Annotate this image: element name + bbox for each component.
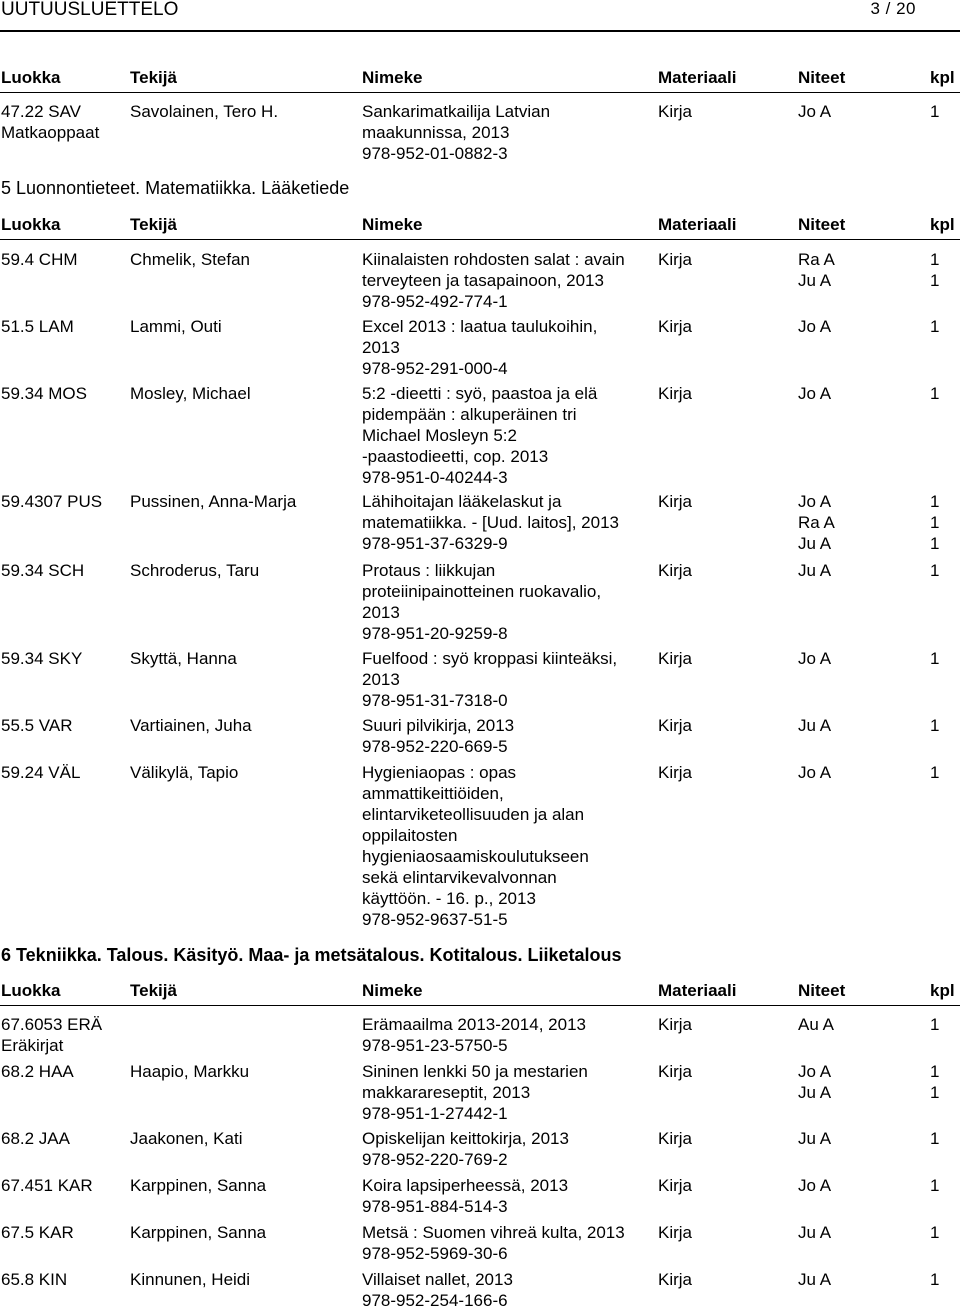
cell-nimeke-line: makkarareseptit, 2013 xyxy=(362,1083,531,1102)
cell-niteet-line: Jo A xyxy=(798,1062,832,1081)
cell-kpl-line: 1 xyxy=(930,384,940,403)
cell-kpl xyxy=(930,1128,960,1149)
catalog-title: UUTUUSLUETTELO xyxy=(1,0,179,20)
cell-kpl xyxy=(930,1014,960,1035)
cell-nimeke-line: 978-951-20-9259-8 xyxy=(362,624,508,643)
cell-luokka-line: 51.5 LAM xyxy=(1,317,74,336)
cell-niteet xyxy=(798,1222,918,1243)
cell-nimeke-line: Suuri pilvikirja, 2013 xyxy=(362,716,515,735)
cell-luokka-line: 59.4 CHM xyxy=(1,250,78,269)
cell-nimeke-line: 978-951-1-27442-1 xyxy=(362,1104,508,1123)
cell-tekija: Karppinen, Sanna xyxy=(130,1223,267,1242)
cell-niteet-line: Ju A xyxy=(798,716,832,735)
cell-nimeke-line: hygieniaosaamiskoulutukseen xyxy=(362,847,589,866)
cell-luokka-line: 59.4307 PUS xyxy=(1,492,103,511)
cell-materiaali: Kirja xyxy=(658,317,693,336)
cell-luokka-line: 59.24 VÄL xyxy=(1,763,81,782)
cell-tekija: Skyttä, Hanna xyxy=(130,649,237,668)
cell-nimeke-line: 978-952-254-166-6 xyxy=(362,1291,508,1310)
cell-nimeke-line: Metsä : Suomen vihreä kulta, 2013 xyxy=(362,1223,625,1242)
col-kpl: kpl xyxy=(930,215,955,234)
cell-tekija: Pussinen, Anna-Marja xyxy=(130,492,297,511)
cell-niteet-line: Ra A xyxy=(798,250,835,269)
cell-luokka-line: 59.34 MOS xyxy=(1,384,87,403)
cell-luokka xyxy=(1,1014,129,1056)
cell-kpl-line: 1 xyxy=(930,102,940,121)
cell-luokka xyxy=(1,1269,129,1290)
cell-niteet-line: Jo A xyxy=(798,649,832,668)
cell-niteet-line: Ju A xyxy=(798,271,832,290)
cell-luokka-line: 59.34 SCH xyxy=(1,561,85,580)
cell-nimeke-line: 978-951-37-6329-9 xyxy=(362,534,508,553)
cell-niteet xyxy=(798,1061,918,1103)
cell-luokka-line: 68.2 HAA xyxy=(1,1062,74,1081)
cell-nimeke-line: Kiinalaisten rohdosten salat : avain xyxy=(362,250,625,269)
cell-nimeke-line: oppilaitosten xyxy=(362,826,458,845)
cell-materiaali: Kirja xyxy=(658,1129,693,1148)
cell-nimeke xyxy=(362,648,650,711)
cell-niteet xyxy=(798,316,918,337)
col-niteet: Niteet xyxy=(798,215,846,234)
col-kpl: kpl xyxy=(930,68,955,87)
cell-kpl xyxy=(930,762,960,783)
cell-kpl-line: 1 xyxy=(930,1270,940,1289)
column-header-row xyxy=(0,981,960,1003)
cell-nimeke-line: Protaus : liikkujan xyxy=(362,561,496,580)
col-materiaali: Materiaali xyxy=(658,981,737,1000)
column-header-row xyxy=(0,68,960,90)
cell-nimeke xyxy=(362,1269,650,1311)
cell-kpl-line: 1 xyxy=(930,649,940,668)
header-divider xyxy=(0,30,960,32)
cell-kpl-line: 1 xyxy=(930,1129,940,1148)
cell-nimeke-line: 978-951-884-514-3 xyxy=(362,1197,508,1216)
cell-tekija: Vartiainen, Juha xyxy=(130,716,252,735)
cell-luokka xyxy=(1,560,129,581)
cell-tekija: Karppinen, Sanna xyxy=(130,1176,267,1195)
cell-luokka xyxy=(1,762,129,783)
cell-nimeke xyxy=(362,1128,650,1170)
cell-kpl-line: 1 xyxy=(930,1176,940,1195)
cell-nimeke-line: 978-952-492-774-1 xyxy=(362,292,508,311)
cell-luokka-line: 67.451 KAR xyxy=(1,1176,93,1195)
cell-kpl-line: 1 xyxy=(930,271,940,290)
cell-nimeke xyxy=(362,491,650,554)
cell-nimeke-line: Villaiset nallet, 2013 xyxy=(362,1270,513,1289)
column-header-divider xyxy=(0,1005,960,1006)
cell-tekija: Savolainen, Tero H. xyxy=(130,102,279,121)
cell-nimeke xyxy=(362,101,650,164)
cell-nimeke xyxy=(362,1175,650,1217)
cell-nimeke-line: 978-952-5969-30-6 xyxy=(362,1244,508,1263)
cell-materiaali: Kirja xyxy=(658,1270,693,1289)
cell-nimeke-line: 2013 xyxy=(362,338,400,357)
cell-kpl-line: 1 xyxy=(930,1083,940,1102)
cell-nimeke-line: proteiinipainotteinen ruokavalio, xyxy=(362,582,602,601)
cell-nimeke-line: käyttöön. - 16. p., 2013 xyxy=(362,889,536,908)
cell-nimeke-line: terveyteen ja tasapainoon, 2013 xyxy=(362,271,604,290)
cell-kpl-line: 1 xyxy=(930,1223,940,1242)
cell-nimeke-line: 978-952-9637-51-5 xyxy=(362,910,508,929)
cell-tekija: Jaakonen, Kati xyxy=(130,1129,243,1148)
cell-kpl-line: 1 xyxy=(930,1015,940,1034)
cell-kpl xyxy=(930,383,960,404)
cell-niteet xyxy=(798,1269,918,1290)
page-header xyxy=(0,0,960,22)
cell-nimeke-line: sekä elintarvikevalvonnan xyxy=(362,868,557,887)
cell-kpl xyxy=(930,101,960,122)
cell-niteet xyxy=(798,101,918,122)
cell-niteet xyxy=(798,648,918,669)
cell-luokka-line: 47.22 SAV xyxy=(1,102,82,121)
cell-nimeke-line: 978-951-23-5750-5 xyxy=(362,1036,508,1055)
column-header-row xyxy=(0,215,960,237)
cell-kpl-line: 1 xyxy=(930,561,940,580)
cell-kpl xyxy=(930,560,960,581)
cell-nimeke xyxy=(362,1061,650,1124)
cell-kpl xyxy=(930,491,960,554)
cell-niteet xyxy=(798,560,918,581)
cell-niteet-line: Ju A xyxy=(798,1223,832,1242)
cell-nimeke-line: maakunnissa, 2013 xyxy=(362,123,510,142)
cell-luokka-line: Eräkirjat xyxy=(1,1036,64,1055)
cell-materiaali: Kirja xyxy=(658,1176,693,1195)
cell-nimeke-line: Sininen lenkki 50 ja mestarien xyxy=(362,1062,588,1081)
cell-nimeke xyxy=(362,762,650,930)
cell-kpl-line: 1 xyxy=(930,317,940,336)
col-tekija: Tekijä xyxy=(130,215,177,234)
cell-niteet xyxy=(798,491,918,554)
cell-nimeke-line: 978-952-220-769-2 xyxy=(362,1150,508,1169)
col-luokka: Luokka xyxy=(1,215,61,234)
cell-nimeke-line: 2013 xyxy=(362,603,400,622)
cell-niteet-line: Au A xyxy=(798,1015,834,1034)
cell-nimeke-line: matematiikka. - [Uud. laitos], 2013 xyxy=(362,513,620,532)
cell-niteet xyxy=(798,762,918,783)
cell-luokka xyxy=(1,1175,129,1196)
cell-tekija: Schroderus, Taru xyxy=(130,561,260,580)
cell-niteet xyxy=(798,1128,918,1149)
section-title: 6 Tekniikka. Talous. Käsityö. Maa- ja metsätalous. Kotitalous. Liiketalous xyxy=(1,945,622,965)
cell-kpl xyxy=(930,715,960,736)
cell-kpl-line: 1 xyxy=(930,763,940,782)
cell-materiaali: Kirja xyxy=(658,716,693,735)
cell-nimeke xyxy=(362,383,650,488)
cell-niteet-line: Jo A xyxy=(798,1176,832,1195)
cell-nimeke-line: -paastodieetti, cop. 2013 xyxy=(362,447,549,466)
cell-nimeke xyxy=(362,316,650,379)
cell-nimeke-line: ammattikeittiöiden, xyxy=(362,784,504,803)
cell-nimeke-line: Koira lapsiperheessä, 2013 xyxy=(362,1176,569,1195)
cell-luokka xyxy=(1,1061,129,1082)
cell-materiaali: Kirja xyxy=(658,763,693,782)
col-kpl: kpl xyxy=(930,981,955,1000)
cell-tekija: Välikylä, Tapio xyxy=(130,763,239,782)
cell-materiaali: Kirja xyxy=(658,102,693,121)
col-luokka: Luokka xyxy=(1,981,61,1000)
cell-kpl xyxy=(930,1061,960,1103)
cell-nimeke-line: Michael Mosleyn 5:2 xyxy=(362,426,517,445)
cell-nimeke-line: 2013 xyxy=(362,670,400,689)
cell-nimeke-line: Hygieniaopas : opas xyxy=(362,763,517,782)
cell-niteet-line: Jo A xyxy=(798,317,832,336)
cell-tekija: Chmelik, Stefan xyxy=(130,250,250,269)
cell-kpl-line: 1 xyxy=(930,534,940,553)
cell-nimeke-line: Excel 2013 : laatua taulukoihin, xyxy=(362,317,598,336)
cell-luokka xyxy=(1,715,129,736)
cell-materiaali: Kirja xyxy=(658,1223,693,1242)
cell-tekija: Lammi, Outi xyxy=(130,317,222,336)
col-materiaali: Materiaali xyxy=(658,215,737,234)
col-tekija: Tekijä xyxy=(130,68,177,87)
cell-kpl-line: 1 xyxy=(930,716,940,735)
cell-niteet-line: Ju A xyxy=(798,561,832,580)
col-materiaali: Materiaali xyxy=(658,68,737,87)
col-niteet: Niteet xyxy=(798,981,846,1000)
cell-nimeke-line: Lähihoitajan lääkelaskut ja xyxy=(362,492,562,511)
cell-luokka-line: Matkaoppaat xyxy=(1,123,100,142)
cell-kpl xyxy=(930,1269,960,1290)
cell-materiaali: Kirja xyxy=(658,250,693,269)
cell-luokka xyxy=(1,383,129,404)
column-header-divider xyxy=(0,92,960,93)
cell-niteet-line: Jo A xyxy=(798,492,832,511)
cell-niteet-line: Jo A xyxy=(798,384,832,403)
col-niteet: Niteet xyxy=(798,68,846,87)
cell-luokka-line: 65.8 KIN xyxy=(1,1270,68,1289)
cell-kpl-line: 1 xyxy=(930,492,940,511)
cell-nimeke-line: 978-951-31-7318-0 xyxy=(362,691,508,710)
cell-tekija: Kinnunen, Heidi xyxy=(130,1270,251,1289)
cell-nimeke xyxy=(362,249,650,312)
cell-luokka xyxy=(1,648,129,669)
cell-kpl xyxy=(930,1222,960,1243)
cell-luokka xyxy=(1,316,129,337)
section-title: 5 Luonnontieteet. Matematiikka. Lääketiede xyxy=(1,178,350,198)
cell-niteet-line: Jo A xyxy=(798,763,832,782)
cell-tekija: Mosley, Michael xyxy=(130,384,251,403)
cell-luokka-line: 67.5 KAR xyxy=(1,1223,74,1242)
cell-niteet-line: Ju A xyxy=(798,1129,832,1148)
cell-materiaali: Kirja xyxy=(658,1062,693,1081)
cell-tekija: Haapio, Markku xyxy=(130,1062,250,1081)
cell-nimeke-line: Sankarimatkailija Latvian xyxy=(362,102,551,121)
cell-kpl xyxy=(930,648,960,669)
cell-luokka-line: 68.2 JAA xyxy=(1,1129,70,1148)
cell-luokka xyxy=(1,101,129,143)
cell-luokka-line: 67.6053 ERÄ xyxy=(1,1015,103,1034)
cell-nimeke-line: 978-951-0-40244-3 xyxy=(362,468,508,487)
cell-nimeke-line: 978-952-291-000-4 xyxy=(362,359,508,378)
cell-niteet xyxy=(798,1014,918,1035)
cell-nimeke-line: Opiskelijan keittokirja, 2013 xyxy=(362,1129,569,1148)
cell-nimeke xyxy=(362,1014,650,1056)
col-nimeke: Nimeke xyxy=(362,215,423,234)
cell-materiaali: Kirja xyxy=(658,492,693,511)
cell-nimeke-line: 978-952-01-0882-3 xyxy=(362,144,508,163)
cell-niteet-line: Ju A xyxy=(798,1270,832,1289)
cell-kpl xyxy=(930,316,960,337)
cell-niteet xyxy=(798,383,918,404)
cell-materiaali: Kirja xyxy=(658,561,693,580)
cell-niteet-line: Ju A xyxy=(798,1083,832,1102)
cell-luokka-line: 59.34 SKY xyxy=(1,649,83,668)
col-luokka: Luokka xyxy=(1,68,61,87)
page-number: 3 / 20 xyxy=(870,0,916,18)
cell-kpl xyxy=(930,249,960,291)
cell-materiaali: Kirja xyxy=(658,384,693,403)
cell-niteet xyxy=(798,1175,918,1196)
cell-luokka xyxy=(1,491,129,512)
cell-nimeke-line: Fuelfood : syö kroppasi kiinteäksi, xyxy=(362,649,618,668)
cell-nimeke-line: 978-952-220-669-5 xyxy=(362,737,508,756)
cell-nimeke xyxy=(362,1222,650,1264)
cell-luokka xyxy=(1,249,129,270)
cell-kpl-line: 1 xyxy=(930,513,940,532)
cell-nimeke xyxy=(362,715,650,757)
cell-luokka-line: 55.5 VAR xyxy=(1,716,73,735)
cell-nimeke-line: Erämaailma 2013-2014, 2013 xyxy=(362,1015,586,1034)
col-tekija: Tekijä xyxy=(130,981,177,1000)
col-nimeke: Nimeke xyxy=(362,68,423,87)
cell-nimeke-line: 5:2 -dieetti : syö, paastoa ja elä xyxy=(362,384,598,403)
cell-kpl-line: 1 xyxy=(930,250,940,269)
column-header-divider xyxy=(0,239,960,240)
cell-niteet-line: Ju A xyxy=(798,534,832,553)
cell-nimeke-line: elintarviketeollisuuden ja alan xyxy=(362,805,585,824)
cell-kpl-line: 1 xyxy=(930,1062,940,1081)
cell-niteet-line: Jo A xyxy=(798,102,832,121)
cell-materiaali: Kirja xyxy=(658,649,693,668)
col-nimeke: Nimeke xyxy=(362,981,423,1000)
cell-materiaali: Kirja xyxy=(658,1015,693,1034)
cell-nimeke xyxy=(362,560,650,644)
cell-niteet-line: Ra A xyxy=(798,513,835,532)
cell-niteet xyxy=(798,715,918,736)
cell-nimeke-line: pidempään : alkuperäinen tri xyxy=(362,405,577,424)
cell-luokka xyxy=(1,1222,129,1243)
cell-niteet xyxy=(798,249,918,291)
cell-kpl xyxy=(930,1175,960,1196)
cell-luokka xyxy=(1,1128,129,1149)
